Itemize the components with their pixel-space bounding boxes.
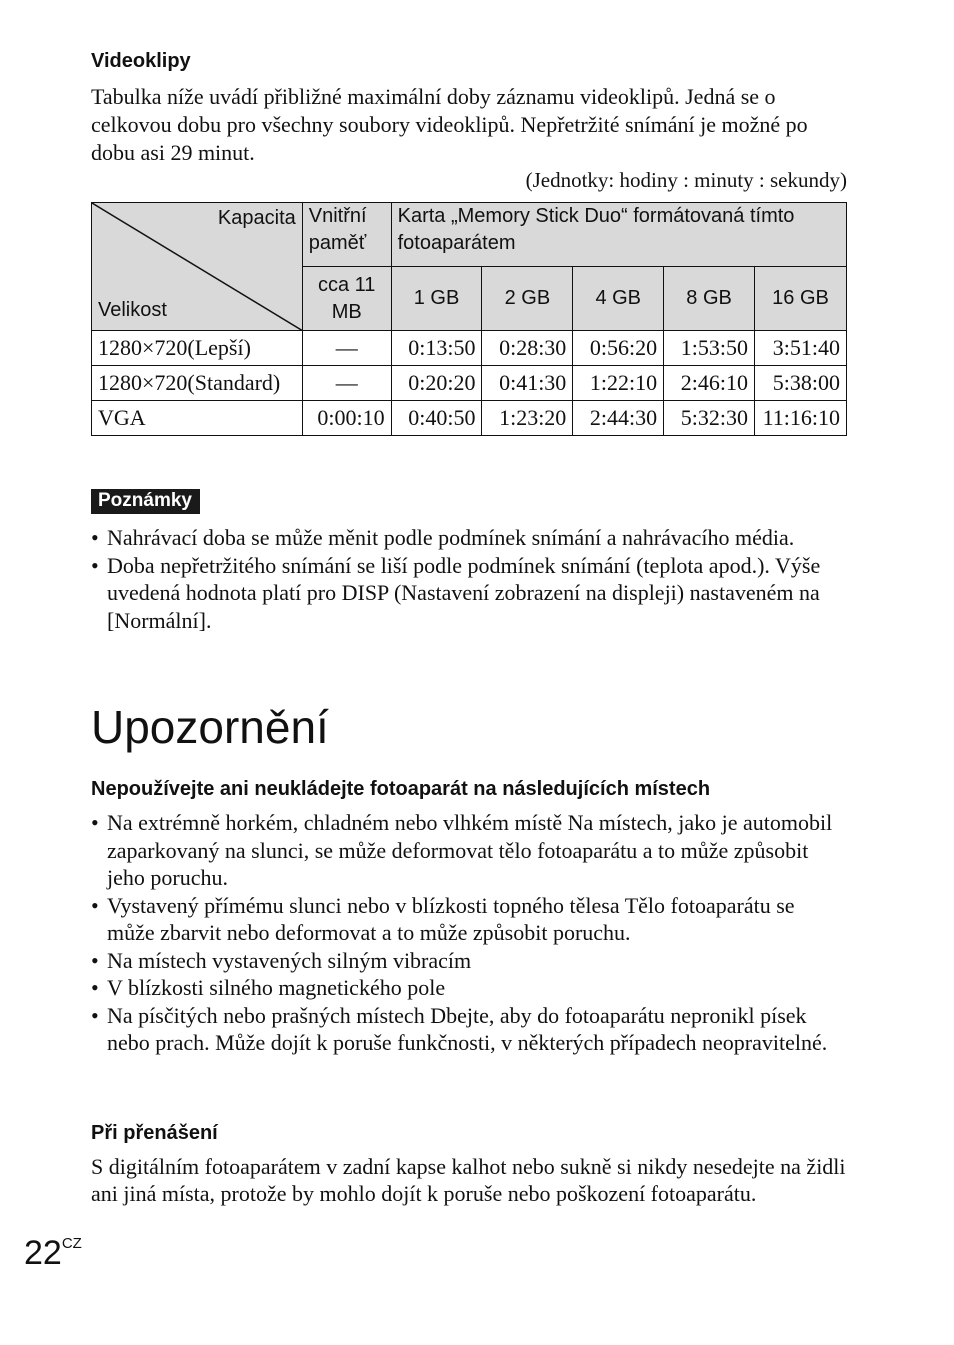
notes-list bbox=[91, 524, 843, 634]
time-cell: 0:28:30 bbox=[482, 331, 573, 366]
list-item: • Doba nepřetržitého snímání se liší podle podmínek snímání (teplota apod.). Výše uvedená hodnota platí pro DISP (Nastavení zobrazení na displeji) nastaveném na [Normální]. bbox=[91, 552, 843, 635]
storage-warnings-list bbox=[91, 809, 843, 1057]
size-cell: 1280×720(Lepší) bbox=[92, 331, 303, 366]
subheading-carrying: Při přenášení bbox=[91, 1122, 218, 1144]
size-cell: 1280×720(Standard) bbox=[92, 366, 303, 401]
time-cell: 1:23:20 bbox=[482, 401, 573, 436]
units-note: (Jednotky: hodiny : minuty : sekundy) bbox=[525, 168, 847, 192]
table-row bbox=[92, 401, 847, 436]
list-item: • Na písčitých nebo prašných místech Dbejte, aby do fotoaparátu nepronikl písek nebo prach. Může dojít k poruše funkčnosti, v některých případech neopravitelné. bbox=[91, 1002, 843, 1057]
language-code: CZ bbox=[61, 1234, 82, 1252]
list-item: • Na extrémně horkém, chladném nebo vlhkém místě Na místech, jako je automobil zaparkovaný na slunci, se může deformovat tělo fotoaparátu a to může způsobit jeho poruchu. bbox=[91, 809, 843, 892]
time-cell: 2:46:10 bbox=[664, 366, 755, 401]
time-cell: 5:38:00 bbox=[755, 366, 847, 401]
time-cell: 1:53:50 bbox=[664, 331, 755, 366]
time-cell: 0:20:20 bbox=[391, 366, 482, 401]
time-cell: 0:00:10 bbox=[302, 401, 391, 436]
list-item: • Na místech vystavených silným vibracím bbox=[91, 947, 843, 975]
capacity-header: 1 GB bbox=[391, 267, 482, 331]
time-cell: 5:32:30 bbox=[664, 401, 755, 436]
recording-time-table bbox=[91, 202, 847, 436]
time-cell: 0:40:50 bbox=[391, 401, 482, 436]
table-corner-cell bbox=[92, 203, 303, 331]
table-row bbox=[92, 366, 847, 401]
card-header: Karta „Memory Stick Duo“ formátovaná tímto fotoaparátem bbox=[391, 203, 846, 267]
size-label: Velikost bbox=[98, 299, 167, 321]
time-cell: 3:51:40 bbox=[755, 331, 847, 366]
list-item: • Nahrávací doba se může měnit podle podmínek snímání a nahrávacího média. bbox=[91, 524, 843, 552]
intro-paragraph: Tabulka níže uvádí přibližné maximální doby záznamu videoklipů. Jedná se o celkovou dobu pro všechny soubory videoklipů. Nepřetržité snímání je možné po dobu asi 29 minut. bbox=[91, 84, 808, 165]
section-heading-videoklipy: Videoklipy bbox=[91, 50, 191, 72]
carrying-paragraph: S digitálním fotoaparátem v zadní kapse kalhot nebo sukně si nikdy nesedejte na židli ani jiná místa, protože by mohlo dojít k poruše nebo poškození fotoaparátu. bbox=[91, 1154, 846, 1206]
capacity-header: 4 GB bbox=[573, 267, 664, 331]
time-cell: 2:44:30 bbox=[573, 401, 664, 436]
time-cell: — bbox=[302, 366, 391, 401]
capacity-header: 8 GB bbox=[664, 267, 755, 331]
internal-memory-header: Vnitřní paměť bbox=[302, 203, 391, 267]
table-row bbox=[92, 331, 847, 366]
subheading-storage: Nepoužívejte ani neukládejte fotoaparát na následujících místech bbox=[91, 778, 711, 800]
time-cell: 1:22:10 bbox=[573, 366, 664, 401]
time-cell: — bbox=[302, 331, 391, 366]
list-item: • V blízkosti silného magnetického pole bbox=[91, 974, 843, 1002]
page-number bbox=[24, 1234, 82, 1273]
capacity-header: 2 GB bbox=[482, 267, 573, 331]
notes-badge: Poznámky bbox=[91, 489, 200, 514]
capacity-header: 16 GB bbox=[755, 267, 847, 331]
time-cell: 0:41:30 bbox=[482, 366, 573, 401]
list-item: • Vystavený přímému slunci nebo v blízkosti topného tělesa Tělo fotoaparátu se může zbarvit nebo deformovat a to může způsobit poruchu. bbox=[91, 892, 843, 947]
page-title: Upozornění bbox=[91, 701, 329, 753]
size-cell: VGA bbox=[92, 401, 303, 436]
capacity-label: Kapacita bbox=[217, 207, 296, 229]
time-cell: 0:13:50 bbox=[391, 331, 482, 366]
time-cell: 0:56:20 bbox=[573, 331, 664, 366]
capacity-header: cca 11 MB bbox=[302, 267, 391, 331]
page-number-value: 22 bbox=[24, 1234, 62, 1272]
time-cell: 11:16:10 bbox=[755, 401, 847, 436]
